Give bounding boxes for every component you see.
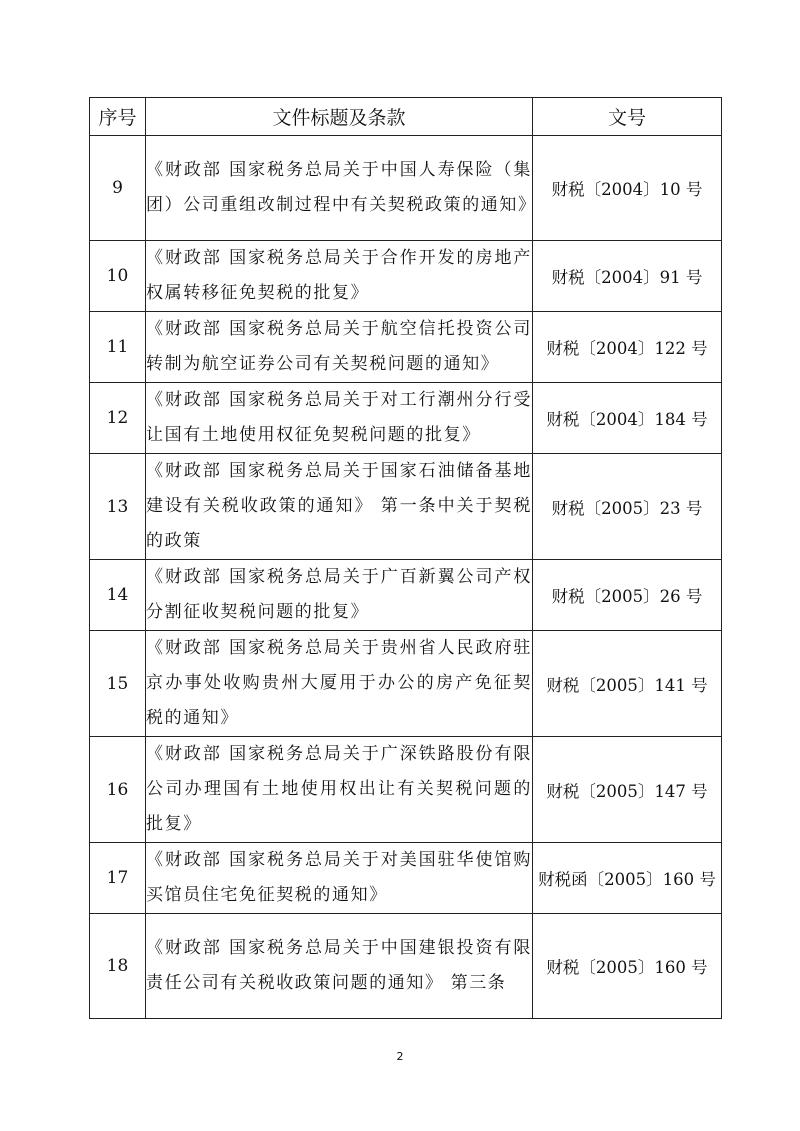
row-document-number: 财税〔2005〕141 号 xyxy=(533,631,722,737)
table-row xyxy=(90,560,722,631)
row-document-number: 财税〔2005〕160 号 xyxy=(533,914,722,1019)
table-row xyxy=(90,737,722,843)
row-document-number: 财税〔2004〕122 号 xyxy=(533,312,722,383)
row-serial-number: 16 xyxy=(90,737,146,843)
page-number: 2 xyxy=(396,1050,404,1063)
table-row xyxy=(90,843,722,914)
row-document-number: 财税〔2005〕147 号 xyxy=(533,737,722,843)
table-row xyxy=(90,454,722,560)
policy-document-table xyxy=(89,97,722,1019)
table-row xyxy=(90,631,722,737)
row-document-title: 《财政部 国家税务总局关于对工行潮州分行受让国有土地使用权征免契税问题的批复》 xyxy=(146,383,533,454)
row-document-title: 《财政部 国家税务总局关于对美国驻华使馆购买馆员住宅免征契税的通知》 xyxy=(146,843,533,914)
row-document-title: 《财政部 国家税务总局关于中国建银投资有限责任公司有关税收政策问题的通知》 第三条 xyxy=(146,914,533,1019)
row-serial-number: 11 xyxy=(90,312,146,383)
row-document-title: 《财政部 国家税务总局关于贵州省人民政府驻京办事处收购贵州大厦用于办公的房产免征契税的通知》 xyxy=(146,631,533,737)
table-row xyxy=(90,914,722,1019)
row-document-title: 《财政部 国家税务总局关于中国人寿保险（集团）公司重组改制过程中有关契税政策的通知》 xyxy=(146,136,533,241)
row-document-title: 《财政部 国家税务总局关于广百新翼公司产权分割征收契税问题的批复》 xyxy=(146,560,533,631)
row-serial-number: 14 xyxy=(90,560,146,631)
table-row xyxy=(90,383,722,454)
row-document-number: 财税〔2004〕184 号 xyxy=(533,383,722,454)
table-row xyxy=(90,312,722,383)
row-document-number: 财税〔2004〕10 号 xyxy=(533,136,722,241)
row-serial-number: 10 xyxy=(90,241,146,312)
row-document-number: 财税〔2005〕23 号 xyxy=(533,454,722,560)
row-serial-number: 18 xyxy=(90,914,146,1019)
row-document-title: 《财政部 国家税务总局关于合作开发的房地产权属转移征免契税的批复》 xyxy=(146,241,533,312)
row-document-title: 《财政部 国家税务总局关于航空信托投资公司转制为航空证券公司有关契税问题的通知》 xyxy=(146,312,533,383)
table-row xyxy=(90,241,722,312)
row-document-number: 财税〔2005〕26 号 xyxy=(533,560,722,631)
row-document-title: 《财政部 国家税务总局关于国家石油储备基地建设有关税收政策的通知》 第一条中关于契税的政策 xyxy=(146,454,533,560)
row-document-number: 财税〔2004〕91 号 xyxy=(533,241,722,312)
row-serial-number: 15 xyxy=(90,631,146,737)
row-document-number: 财税函〔2005〕160 号 xyxy=(533,843,722,914)
row-document-title: 《财政部 国家税务总局关于广深铁路股份有限公司办理国有土地使用权出让有关契税问题的批复》 xyxy=(146,737,533,843)
header-document-number: 文号 xyxy=(533,98,722,136)
row-serial-number: 9 xyxy=(90,136,146,241)
header-serial-number: 序号 xyxy=(90,98,146,136)
row-serial-number: 12 xyxy=(90,383,146,454)
table-header-row xyxy=(90,98,722,136)
table-row xyxy=(90,136,722,241)
row-serial-number: 17 xyxy=(90,843,146,914)
header-document-title: 文件标题及条款 xyxy=(146,98,533,136)
row-serial-number: 13 xyxy=(90,454,146,560)
